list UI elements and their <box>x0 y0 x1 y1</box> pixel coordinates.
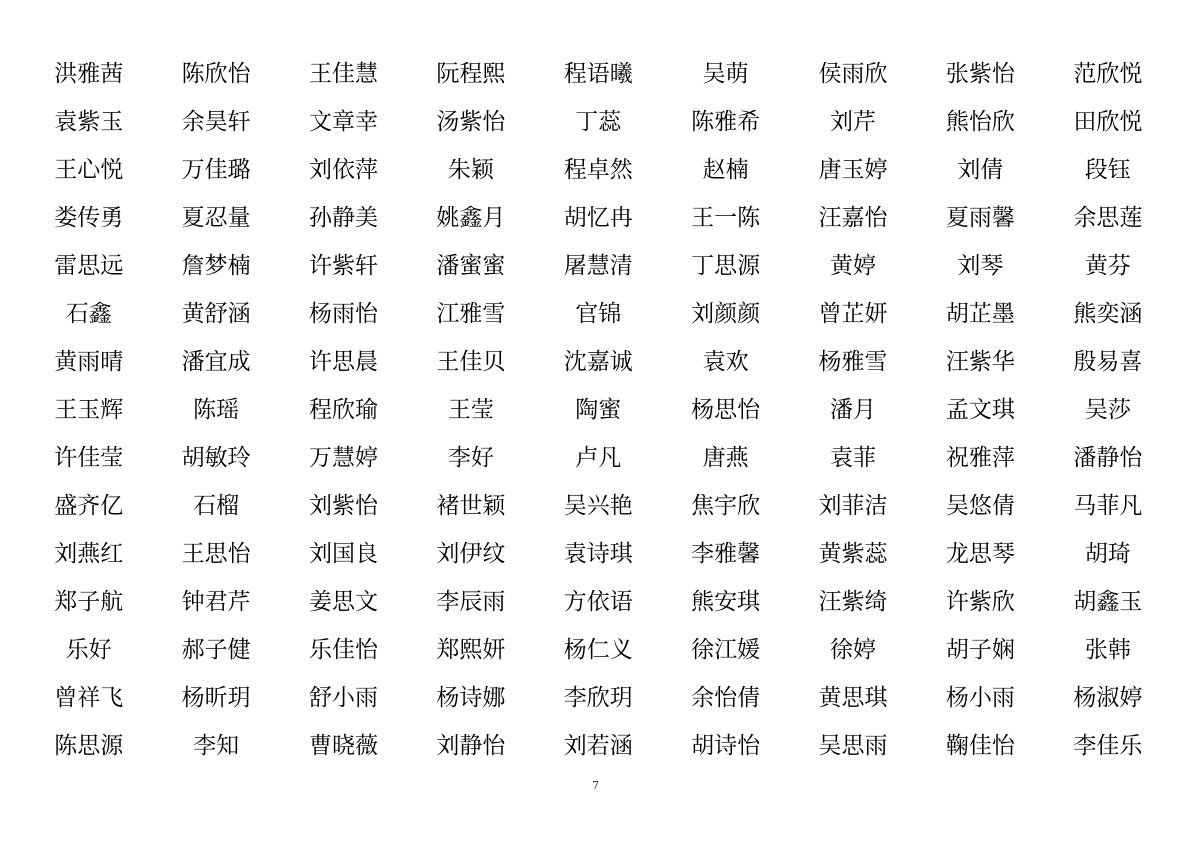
name-cell: 陈雅希 <box>691 108 761 135</box>
name-cell: 万慧婷 <box>308 444 378 471</box>
name-cell: 文章幸 <box>308 108 378 135</box>
name-cell: 潘蜜蜜 <box>436 252 506 279</box>
name-cell: 方依语 <box>563 588 633 615</box>
name-cell: 唐燕 <box>702 444 749 471</box>
name-cell: 曹晓薇 <box>308 732 378 759</box>
name-cell: 唐玉婷 <box>818 156 888 183</box>
name-cell: 曾祥飞 <box>54 684 124 711</box>
name-cell: 褚世颖 <box>436 492 506 519</box>
name-cell: 杨诗娜 <box>436 684 506 711</box>
name-cell: 杨淑婷 <box>1073 684 1143 711</box>
name-cell: 姚鑫月 <box>436 204 506 231</box>
name-cell: 刘琴 <box>957 252 1004 279</box>
name-cell: 陈思源 <box>54 732 124 759</box>
name-cell: 王思怡 <box>181 540 251 567</box>
name-cell: 郑子航 <box>54 588 124 615</box>
name-cell: 乐好 <box>65 636 112 663</box>
name-cell: 万佳璐 <box>181 156 251 183</box>
name-cell: 李辰雨 <box>436 588 506 615</box>
name-cell: 乐佳怡 <box>308 636 378 663</box>
name-cell: 刘伊纹 <box>436 540 506 567</box>
name-cell: 吴思雨 <box>818 732 888 759</box>
name-grid <box>25 50 1171 770</box>
name-cell: 雷思远 <box>54 252 124 279</box>
name-cell: 胡鑫玉 <box>1073 588 1143 615</box>
name-cell: 祝雅萍 <box>945 444 1015 471</box>
name-cell: 舒小雨 <box>308 684 378 711</box>
name-cell: 张紫怡 <box>945 60 1015 87</box>
name-cell: 汪紫华 <box>945 348 1015 375</box>
name-cell: 赵楠 <box>702 156 749 183</box>
name-cell: 胡琦 <box>1084 540 1131 567</box>
name-cell: 詹梦楠 <box>181 252 251 279</box>
name-cell: 黄紫蕊 <box>818 540 888 567</box>
name-cell: 焦宇欣 <box>691 492 761 519</box>
name-cell: 余怡倩 <box>691 684 761 711</box>
name-cell: 卢凡 <box>575 444 622 471</box>
name-cell: 刘国良 <box>308 540 378 567</box>
name-cell: 张韩 <box>1084 636 1131 663</box>
name-cell: 余思莲 <box>1073 204 1143 231</box>
name-cell: 黄婷 <box>830 252 877 279</box>
name-cell: 王莹 <box>447 396 494 423</box>
name-cell: 刘紫怡 <box>308 492 378 519</box>
page-number: 7 <box>592 779 599 792</box>
name-cell: 袁诗琪 <box>563 540 633 567</box>
name-cell: 鞠佳怡 <box>945 732 1015 759</box>
name-cell: 程卓然 <box>563 156 633 183</box>
name-cell: 许紫轩 <box>308 252 378 279</box>
name-cell: 石榴 <box>193 492 240 519</box>
name-cell: 李好 <box>447 444 494 471</box>
name-cell: 李知 <box>193 732 240 759</box>
name-cell: 刘若涵 <box>563 732 633 759</box>
name-cell: 吴莎 <box>1084 396 1131 423</box>
name-cell: 曾芷妍 <box>818 300 888 327</box>
name-cell: 刘芹 <box>830 108 877 135</box>
name-cell: 郑熙妍 <box>436 636 506 663</box>
name-cell: 黄雨晴 <box>54 348 124 375</box>
name-cell: 袁欢 <box>702 348 749 375</box>
name-cell: 胡诗怡 <box>691 732 761 759</box>
name-cell: 丁思源 <box>691 252 761 279</box>
name-cell: 熊安琪 <box>691 588 761 615</box>
name-cell: 吴兴艳 <box>563 492 633 519</box>
name-cell: 田欣悦 <box>1073 108 1143 135</box>
name-cell: 陈瑶 <box>193 396 240 423</box>
name-cell: 程语曦 <box>563 60 633 87</box>
name-cell: 刘依萍 <box>308 156 378 183</box>
name-cell: 杨仁义 <box>563 636 633 663</box>
name-cell: 杨雅雪 <box>818 348 888 375</box>
name-cell: 余昊轩 <box>181 108 251 135</box>
name-cell: 李欣玥 <box>563 684 633 711</box>
name-cell: 王佳贝 <box>436 348 506 375</box>
name-cell: 黄舒涵 <box>181 300 251 327</box>
name-cell: 段钰 <box>1084 156 1131 183</box>
name-cell: 胡忆冉 <box>563 204 633 231</box>
name-cell: 杨昕玥 <box>181 684 251 711</box>
name-cell: 汪嘉怡 <box>818 204 888 231</box>
name-cell: 徐婷 <box>830 636 877 663</box>
name-cell: 刘颜颜 <box>691 300 761 327</box>
name-cell: 黄思琪 <box>818 684 888 711</box>
name-cell: 钟君芹 <box>181 588 251 615</box>
name-cell: 刘燕红 <box>54 540 124 567</box>
name-cell: 夏雨馨 <box>945 204 1015 231</box>
name-cell: 江雅雪 <box>436 300 506 327</box>
name-cell: 王佳慧 <box>308 60 378 87</box>
name-cell: 洪雅茜 <box>54 60 124 87</box>
name-cell: 熊奕涵 <box>1073 300 1143 327</box>
name-cell: 马菲凡 <box>1073 492 1143 519</box>
name-cell: 刘菲洁 <box>818 492 888 519</box>
name-cell: 孙静美 <box>308 204 378 231</box>
name-cell: 刘静怡 <box>436 732 506 759</box>
name-cell: 姜思文 <box>308 588 378 615</box>
name-cell: 龙思琴 <box>945 540 1015 567</box>
name-cell: 刘倩 <box>957 156 1004 183</box>
name-cell: 潘静怡 <box>1073 444 1143 471</box>
name-cell: 吴萌 <box>702 60 749 87</box>
name-cell: 殷易喜 <box>1073 348 1143 375</box>
name-cell: 沈嘉诚 <box>563 348 633 375</box>
name-cell: 陶蜜 <box>575 396 622 423</box>
name-cell: 胡芷墨 <box>945 300 1015 327</box>
name-cell: 许紫欣 <box>945 588 1015 615</box>
name-cell: 胡子娴 <box>945 636 1015 663</box>
name-cell: 郝子健 <box>181 636 251 663</box>
name-cell: 杨小雨 <box>945 684 1015 711</box>
name-cell: 熊怡欣 <box>945 108 1015 135</box>
name-cell: 丁蕊 <box>575 108 622 135</box>
name-cell: 袁紫玉 <box>54 108 124 135</box>
name-cell: 王玉辉 <box>54 396 124 423</box>
name-cell: 李雅馨 <box>691 540 761 567</box>
name-cell: 娄传勇 <box>54 204 124 231</box>
name-cell: 徐江媛 <box>691 636 761 663</box>
name-cell: 阮程熙 <box>436 60 506 87</box>
name-cell: 屠慧清 <box>563 252 633 279</box>
name-cell: 孟文琪 <box>945 396 1015 423</box>
name-cell: 汪紫绮 <box>818 588 888 615</box>
name-cell: 王心悦 <box>54 156 124 183</box>
name-cell: 杨雨怡 <box>308 300 378 327</box>
name-cell: 潘宜成 <box>181 348 251 375</box>
name-cell: 范欣悦 <box>1073 60 1143 87</box>
name-cell: 朱颖 <box>447 156 494 183</box>
name-cell: 陈欣怡 <box>181 60 251 87</box>
name-cell: 杨思怡 <box>691 396 761 423</box>
name-cell: 袁菲 <box>830 444 877 471</box>
name-cell: 盛齐亿 <box>54 492 124 519</box>
name-cell: 许佳莹 <box>54 444 124 471</box>
name-cell: 胡敏玲 <box>181 444 251 471</box>
name-cell: 石鑫 <box>65 300 112 327</box>
name-cell: 官锦 <box>575 300 622 327</box>
name-cell: 程欣瑜 <box>308 396 378 423</box>
name-cell: 李佳乐 <box>1073 732 1143 759</box>
name-cell: 吴悠倩 <box>945 492 1015 519</box>
name-cell: 黄芬 <box>1084 252 1131 279</box>
name-cell: 侯雨欣 <box>818 60 888 87</box>
name-cell: 许思晨 <box>308 348 378 375</box>
name-cell: 王一陈 <box>691 204 761 231</box>
name-cell: 潘月 <box>830 396 877 423</box>
name-cell: 汤紫怡 <box>436 108 506 135</box>
name-cell: 夏忍量 <box>181 204 251 231</box>
